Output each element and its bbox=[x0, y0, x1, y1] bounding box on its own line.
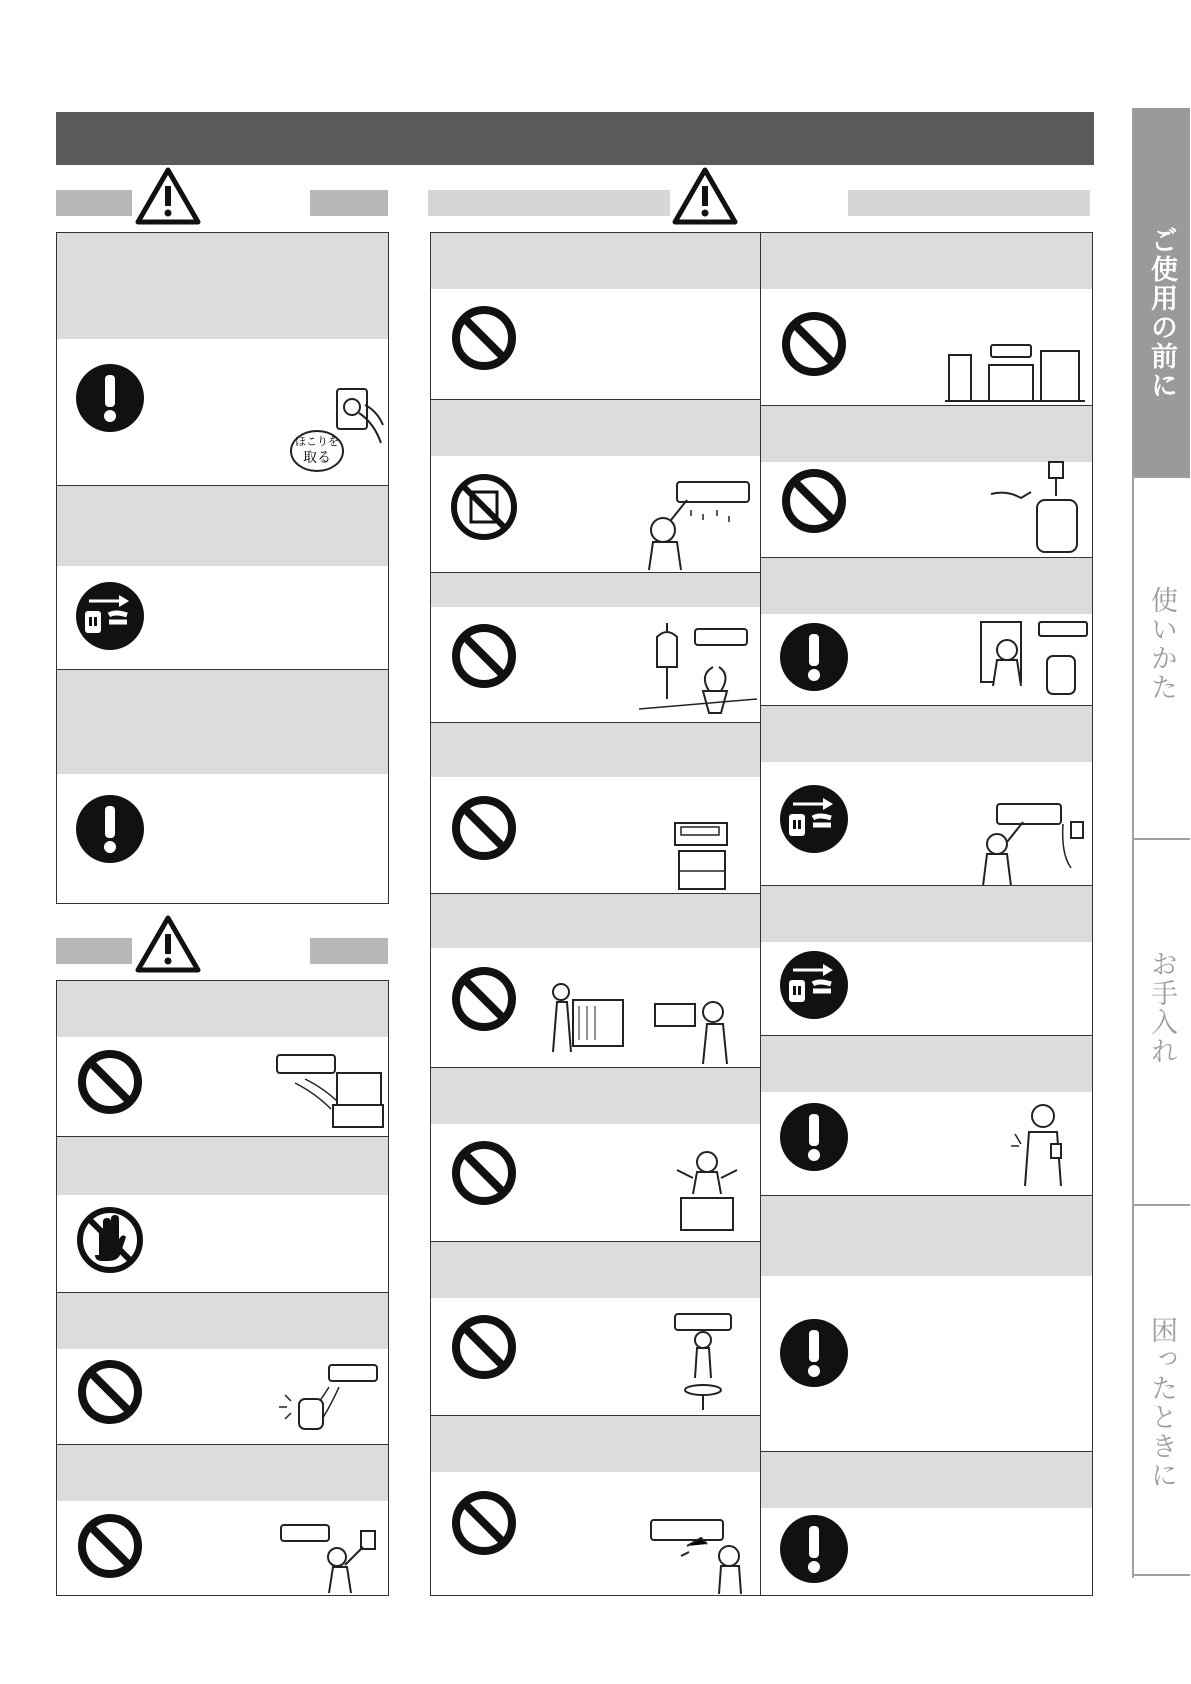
right-item-6 bbox=[761, 1035, 1092, 1195]
tab-how-to-use[interactable] bbox=[1134, 476, 1190, 840]
tab-before-use-label: ご使用の前に bbox=[1146, 226, 1177, 400]
right-label-a bbox=[428, 190, 670, 216]
tab-troubleshooting[interactable] bbox=[1134, 1206, 1190, 1576]
mid-item-8 bbox=[431, 1415, 760, 1597]
left-item-3 bbox=[57, 669, 388, 905]
outlet-dust-illustration bbox=[289, 383, 384, 478]
mid-item-1 bbox=[431, 233, 760, 399]
prohibited-icon bbox=[449, 1488, 519, 1558]
right-item-1 bbox=[761, 233, 1092, 405]
tab-before-use[interactable] bbox=[1134, 108, 1190, 478]
mid-item-4-head bbox=[431, 723, 760, 777]
person-on-stool-illustration bbox=[671, 1308, 737, 1412]
right-item-2 bbox=[761, 405, 1092, 557]
warning-triangle-icon bbox=[135, 166, 201, 226]
left-item-2-head bbox=[57, 486, 388, 566]
mandatory-icon bbox=[75, 363, 145, 433]
prohibited-icon bbox=[75, 1511, 145, 1581]
no-water-icon bbox=[449, 472, 519, 542]
mandatory-icon bbox=[75, 794, 145, 864]
child-outdoor-unit-illustration bbox=[543, 956, 755, 1064]
right-item-6-head bbox=[761, 1036, 1092, 1092]
right-item-7 bbox=[761, 1195, 1092, 1451]
right-item-3-head bbox=[761, 558, 1092, 614]
left-label-d bbox=[310, 938, 388, 964]
warning-triangle-icon bbox=[135, 914, 201, 974]
left-caution-item-3-head bbox=[57, 1293, 388, 1349]
mid-item-4 bbox=[431, 722, 760, 893]
mid-item-1-head bbox=[431, 233, 760, 289]
right-item-8 bbox=[761, 1451, 1092, 1597]
mid-item-3 bbox=[431, 572, 760, 722]
left-label-a bbox=[56, 190, 132, 216]
no-wet-hands-icon bbox=[75, 1205, 145, 1275]
mid-item-3-head bbox=[431, 573, 760, 607]
prohibited-icon bbox=[75, 1047, 145, 1117]
child-on-unit-illustration bbox=[669, 1148, 745, 1236]
right-item-5-head bbox=[761, 886, 1092, 942]
mandatory-icon bbox=[779, 622, 849, 692]
room-drip-illustration bbox=[945, 343, 1085, 403]
section-title-bar bbox=[56, 112, 1094, 165]
left-item-1 bbox=[57, 233, 388, 485]
right-item-3 bbox=[761, 557, 1092, 705]
prohibited-icon bbox=[779, 466, 849, 536]
mid-item-6-head bbox=[431, 1068, 760, 1124]
prohibited-icon bbox=[449, 1312, 519, 1382]
dust-note-line2: 取る bbox=[303, 450, 331, 466]
right-item-1-head bbox=[761, 233, 1092, 289]
right-item-4-head bbox=[761, 706, 1092, 762]
left-label-c bbox=[56, 938, 132, 964]
mid-item-7-head bbox=[431, 1242, 760, 1298]
prohibited-icon bbox=[779, 309, 849, 379]
left-caution-item-1-head bbox=[57, 981, 388, 1037]
tab-care[interactable] bbox=[1134, 840, 1190, 1206]
person-tingling-illustration bbox=[1009, 1100, 1073, 1186]
mid-item-2-head bbox=[431, 400, 760, 456]
left-item-2 bbox=[57, 485, 388, 669]
middle-column-box bbox=[430, 232, 761, 1596]
left-label-b bbox=[310, 190, 388, 216]
prohibited-icon bbox=[449, 303, 519, 373]
heater-under-ac-illustration bbox=[269, 1361, 381, 1437]
mid-item-7 bbox=[431, 1241, 760, 1415]
unplug-ac-illustration bbox=[977, 802, 1089, 886]
right-item-7-head bbox=[761, 1196, 1092, 1276]
tab-care-label: お手入れ bbox=[1146, 950, 1177, 1066]
spray-heater-illustration bbox=[987, 460, 1087, 558]
birdcage-plant-illustration bbox=[639, 613, 757, 721]
tab-troubleshooting-label: 困ったときに bbox=[1146, 1316, 1177, 1490]
right-item-5 bbox=[761, 885, 1092, 1035]
right-item-4 bbox=[761, 705, 1092, 885]
left-item-1-head bbox=[57, 233, 388, 339]
finger-in-outlet-illustration bbox=[647, 1512, 753, 1594]
ac-aquarium-illustration bbox=[275, 1043, 385, 1131]
warning-triangle-icon bbox=[672, 166, 738, 226]
right-column-box bbox=[760, 232, 1093, 1596]
water-spray-ac-illustration bbox=[641, 460, 753, 570]
mid-item-6 bbox=[431, 1067, 760, 1241]
mid-item-8-head bbox=[431, 1416, 760, 1472]
prohibited-icon bbox=[449, 964, 519, 1034]
unplug-icon bbox=[75, 581, 145, 651]
left-caution-item-1 bbox=[57, 981, 388, 1136]
right-label-b bbox=[848, 190, 1090, 216]
ventilate-window-illustration bbox=[977, 620, 1089, 704]
left-item-3-head bbox=[57, 670, 388, 774]
person-switch-illustration bbox=[279, 1517, 383, 1593]
prohibited-icon bbox=[449, 621, 519, 691]
left-caution-item-4 bbox=[57, 1444, 388, 1597]
right-item-2-head bbox=[761, 406, 1092, 462]
unplug-icon bbox=[779, 950, 849, 1020]
mandatory-icon bbox=[779, 1318, 849, 1388]
dust-note-line1: ほこりを bbox=[295, 435, 339, 448]
mandatory-icon bbox=[779, 1514, 849, 1584]
left-caution-box bbox=[56, 980, 389, 1596]
mid-item-5-head bbox=[431, 894, 760, 948]
tab-how-to-use-label: 使いかた bbox=[1146, 586, 1177, 702]
left-warning-box bbox=[56, 232, 389, 904]
prohibited-icon bbox=[75, 1357, 145, 1427]
mandatory-icon bbox=[779, 1102, 849, 1172]
prohibited-icon bbox=[449, 1138, 519, 1208]
mid-item-5 bbox=[431, 893, 760, 1067]
mid-item-2 bbox=[431, 399, 760, 572]
drip-furniture-illustration bbox=[669, 821, 739, 891]
right-item-8-head bbox=[761, 1452, 1092, 1508]
prohibited-icon bbox=[449, 793, 519, 863]
left-caution-item-4-head bbox=[57, 1445, 388, 1501]
left-caution-item-3 bbox=[57, 1292, 388, 1444]
left-caution-item-2-head bbox=[57, 1137, 388, 1195]
left-caution-item-2 bbox=[57, 1136, 388, 1292]
unplug-icon bbox=[779, 784, 849, 854]
